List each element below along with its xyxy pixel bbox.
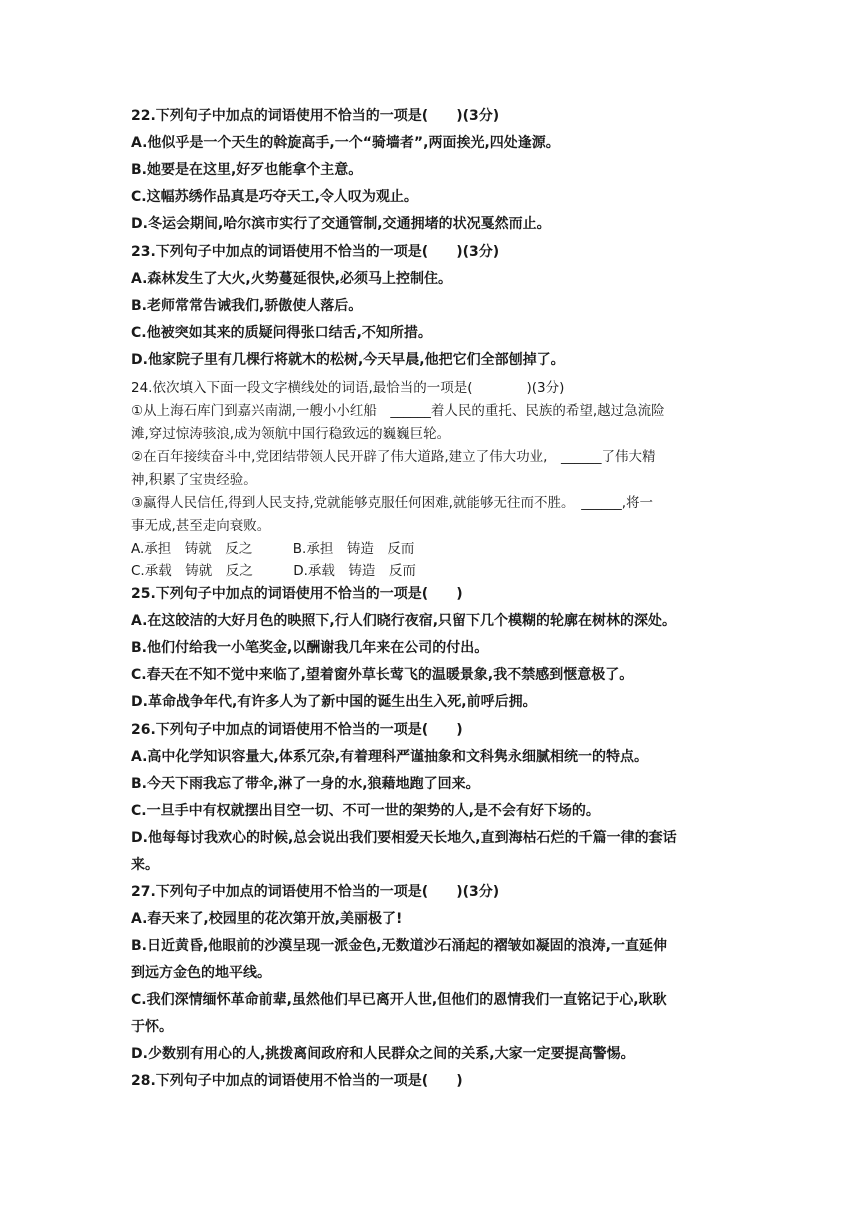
- question-24-passage-2-line-1: ②在百年接续奋斗中,党团结带领人民开辟了伟大道路,建立了伟大功业, ______了伟大精: [131, 449, 656, 465]
- question-24-passage-2-line-2: 神,积累了宝贵经验。: [131, 472, 257, 488]
- question-23-option-d: D.他家院子里有几棵行将就木的松树,今天早晨,他把它们全部刨掉了。: [131, 352, 565, 368]
- question-25-stem: 25.下列句子中加点的词语使用不恰当的一项是( ): [131, 586, 463, 602]
- question-25-option-a: A.在这皎洁的大好月色的映照下,行人们晓行夜宿,只留下几个模糊的轮廓在树林的深处。: [131, 613, 677, 629]
- question-26-option-a: A.高中化学知识容量大,体系冗杂,有着理科严谨抽象和文科隽永细腻相统一的特点。: [131, 749, 649, 765]
- question-23-option-c: C.他被突如其来的质疑问得张口结舌,不知所措。: [131, 325, 432, 341]
- question-27-option-d: D.少数别有用心的人,挑拨离间政府和人民群众之间的关系,大家一定要提高警惕。: [131, 1046, 635, 1062]
- question-24-options-ab: A.承担 铸就 反之 B.承担 铸造 反而: [131, 541, 415, 557]
- question-24-options-cd: C.承载 铸就 反之 D.承载 铸造 反而: [131, 563, 416, 579]
- question-25-option-b: B.他们付给我一小笔奖金,以酬谢我几年来在公司的付出。: [131, 640, 489, 656]
- question-27-option-b-line-2: 到远方金色的地平线。: [131, 965, 271, 981]
- question-24-passage-1-line-1: ①从上海石库门到嘉兴南湖,一艘小小红船 ______着人民的重托、民族的希望,越过急流险: [131, 403, 665, 419]
- question-22-stem: 22.下列句子中加点的词语使用不恰当的一项是( )(3分): [131, 108, 500, 124]
- question-23-stem: 23.下列句子中加点的词语使用不恰当的一项是( )(3分): [131, 244, 500, 260]
- question-22-option-d: D.冬运会期间,哈尔滨市实行了交通管制,交通拥堵的状况戛然而止。: [131, 216, 551, 232]
- question-27-stem: 27.下列句子中加点的词语使用不恰当的一项是( )(3分): [131, 884, 500, 900]
- question-26-option-c: C.一旦手中有权就摆出目空一切、不可一世的架势的人,是不会有好下场的。: [131, 803, 600, 819]
- question-26-option-d-line-1: D.他每每讨我欢心的时候,总会说出我们要相爱天长地久,直到海枯石烂的千篇一律的套话: [131, 830, 677, 846]
- question-24-passage-3-line-2: 事无成,甚至走向衰败。: [131, 518, 271, 534]
- question-24-passage-3-line-1: ③赢得人民信任,得到人民支持,党就能够克服任何困难,就能够无往而不胜。 ______,将一: [131, 495, 654, 511]
- question-27-option-c-line-1: C.我们深情缅怀革命前辈,虽然他们早已离开人世,但他们的恩情我们一直铭记于心,耿耿: [131, 992, 667, 1008]
- question-22-option-b: B.她要是在这里,好歹也能拿个主意。: [131, 162, 363, 178]
- question-25-option-d: D.革命战争年代,有许多人为了新中国的诞生出生入死,前呼后拥。: [131, 694, 537, 710]
- question-23-option-a: A.森林发生了大火,火势蔓延很快,必须马上控制住。: [131, 271, 453, 287]
- question-24-stem: 24.依次填入下面一段文字横线处的词语,最恰当的一项是( )(3分): [131, 380, 565, 396]
- question-23-option-b: B.老师常常告诫我们,骄傲使人落后。: [131, 298, 363, 314]
- question-27-option-c-line-2: 于怀。: [131, 1019, 173, 1035]
- question-28-stem: 28.下列句子中加点的词语使用不恰当的一项是( ): [131, 1073, 463, 1089]
- question-26-option-d-line-2: 来。: [131, 857, 159, 873]
- question-22-option-c: C.这幅苏绣作品真是巧夺天工,令人叹为观止。: [131, 189, 418, 205]
- question-26-option-b: B.今天下雨我忘了带伞,淋了一身的水,狼藉地跑了回来。: [131, 776, 480, 792]
- question-27-option-b-line-1: B.日近黄昏,他眼前的沙漠呈现一派金色,无数道沙石涌起的褶皱如凝固的浪涛,一直延伸: [131, 938, 667, 954]
- question-27-option-a: A.春天来了,校园里的花次第开放,美丽极了!: [131, 911, 403, 927]
- question-25-option-c: C.春天在不知不觉中来临了,望着窗外草长莺飞的温暖景象,我不禁感到惬意极了。: [131, 667, 634, 683]
- question-26-stem: 26.下列句子中加点的词语使用不恰当的一项是( ): [131, 722, 463, 738]
- question-24-passage-1-line-2: 滩,穿过惊涛骇浪,成为领航中国行稳致远的巍巍巨轮。: [131, 426, 451, 442]
- question-22-option-a: A.他似乎是一个天生的斡旋高手,一个“骑墙者”,两面挨光,四处逢源。: [131, 135, 560, 151]
